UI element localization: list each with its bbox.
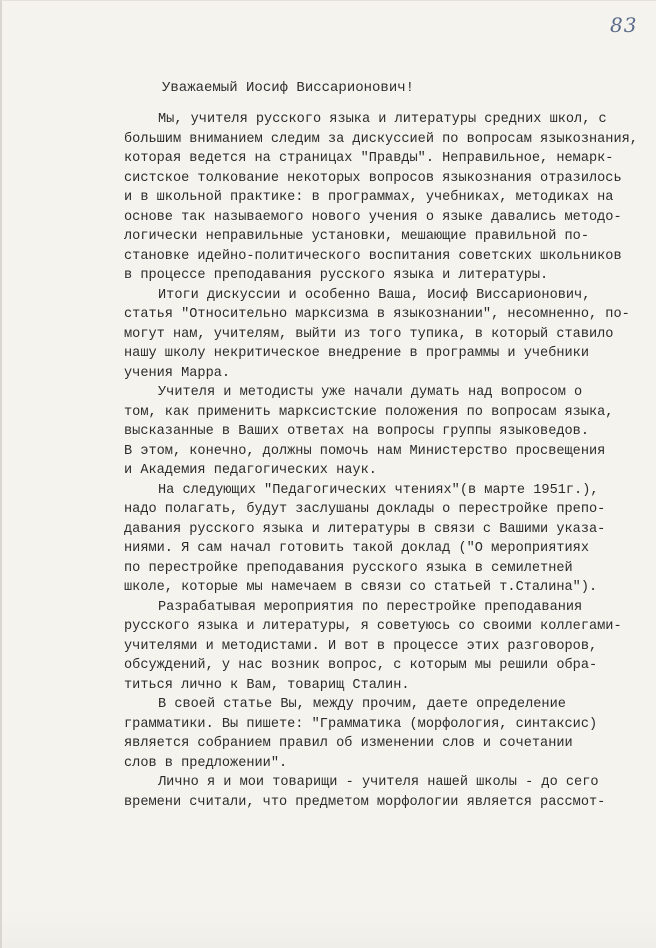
text-line: по перестройке преподавания русского языка в семилетней xyxy=(124,560,573,576)
text-line: давания русского языка и литературы в связи с Вашими указа- xyxy=(124,521,606,537)
text-line: в процессе преподавания русского языка и литературы. xyxy=(124,268,549,283)
text-line: становке идейно-политического воспитания советских школьников xyxy=(124,248,622,264)
text-line: времени считали, что предметом морфологии является рассмот- xyxy=(124,794,606,810)
text-line: систское толкование некоторых вопросов языкознания отразилось xyxy=(124,170,622,186)
text-line: надо полагать, будут заслушаны доклады о перестройке препо- xyxy=(124,502,606,517)
text-line: Мы, учителя русского языка и литературы средних школ, с xyxy=(158,112,607,127)
text-line: и в школьной практике: в программах, учебниках, методиках на xyxy=(124,190,614,205)
text-line: обсуждений, у нас возник вопрос, с которым мы решили обра- xyxy=(124,658,598,673)
page-number: 83 xyxy=(610,13,638,37)
letter-body xyxy=(124,110,644,812)
text-line: учителями и методистами. И вот в процессе этих разговоров, xyxy=(124,638,598,654)
text-line: титься лично к Вам, товарищ Сталин. xyxy=(124,677,410,693)
text-line: которая ведется на страницах "Правды". Неправильное, немарк- xyxy=(124,151,614,166)
text-line: основе так называемого нового учения о языке давались методо- xyxy=(124,209,622,225)
text-line: В этом, конечно, должны помочь нам Министерство просвещения xyxy=(124,443,606,459)
text-line: могут нам, учителям, выйти из того тупика, в который ставило xyxy=(124,326,614,342)
text-line: школе, которые мы намечаем в связи со статьей т.Сталина"). xyxy=(124,580,598,595)
text-line: ниями. Я сам начал готовить такой доклад ("О мероприятиях xyxy=(124,541,589,556)
text-line: грамматики. Вы пишете: "Грамматика (морфология, синтаксис) xyxy=(124,716,598,732)
text-line: Учителя и методисты уже начали думать над вопросом о xyxy=(158,385,583,400)
text-line: нашу школу некритическое внедрение в программы и учебники xyxy=(124,346,589,361)
text-line: том, как применить марксистские положения по вопросам языка, xyxy=(124,404,614,420)
text-line: и Академия педагогических наук. xyxy=(124,463,377,478)
text-line: высказанные в Ваших ответах на вопросы группы языковедов. xyxy=(124,424,589,439)
text-line: Лично я и мои товарищи - учителя нашей школы - до сего xyxy=(158,775,599,790)
text-line: Разрабатывая мероприятия по перестройке преподавания xyxy=(158,599,583,615)
text-line: В своей статье Вы, между прочим, даете определение xyxy=(158,697,566,712)
text-line: слов в предложении". xyxy=(124,755,288,771)
text-line: большим вниманием следим за дискуссией по вопросам языкознания, xyxy=(124,131,638,147)
text-line: логически неправильные установки, мешающие правильной по- xyxy=(124,229,589,244)
page-bottom-shade xyxy=(2,908,656,948)
text-line: учения Марра. xyxy=(124,365,231,381)
salutation: Уважаемый Иосиф Виссарионович! xyxy=(162,80,415,96)
text-line: русского языка и литературы, я советуюсь со своими коллегами- xyxy=(124,619,622,634)
text-line: статья "Относительно марксизма в языкознании", несомненно, по- xyxy=(124,307,630,322)
text-line: На следующих "Педагогических чтениях"(в марте 1951г.), xyxy=(158,482,599,498)
text-line: является собранием правил об изменении слов и сочетании xyxy=(124,736,573,751)
text-line: Итоги дискуссии и особенно Ваша, Иосиф Виссарионович, xyxy=(158,287,591,303)
